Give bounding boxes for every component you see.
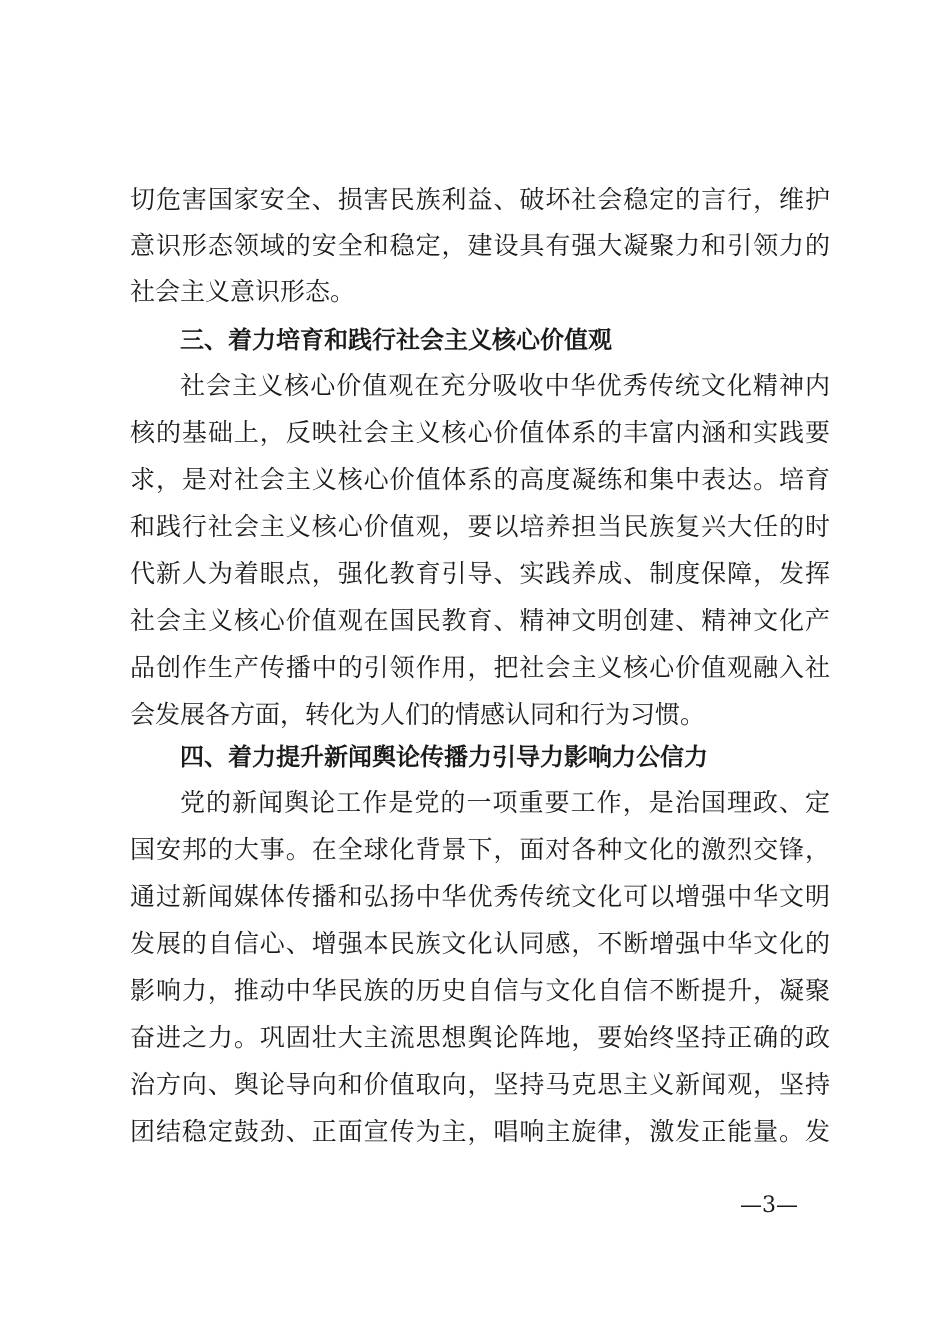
- paragraph-line: 影响力，推动中华民族的历史自信与文化自信不断提升，凝聚: [130, 976, 830, 1005]
- paragraph-line: 意识形态领域的安全和稳定，建设具有强大凝聚力和引领力的: [130, 231, 830, 260]
- paragraph-line: 和践行社会主义核心价值观，要以培养担当民族复兴大任的时: [130, 512, 830, 541]
- paragraph-line: 代新人为着眼点，强化教育引导、实践养成、制度保障，发挥: [130, 559, 830, 588]
- section-heading: 四、着力提升新闻舆论传播力引导力影响力公信力: [180, 743, 708, 771]
- paragraph-line: 会发展各方面，转化为人们的情感认同和行为习惯。: [130, 700, 706, 729]
- paragraph-line: 品创作生产传播中的引领作用，把社会主义核心价值观融入社: [130, 653, 830, 682]
- paragraph-line: 奋进之力。巩固壮大主流思想舆论阵地，要始终坚持正确的政: [130, 1023, 830, 1052]
- paragraph-line: 发展的自信心、增强本民族文化认同感，不断增强中华文化的: [130, 929, 830, 958]
- paragraph-line: 核的基础上，反映社会主义核心价值体系的丰富内涵和实践要: [130, 418, 830, 447]
- paragraph-line: 切危害国家安全、损害民族利益、破坏社会稳定的言行，维护: [130, 185, 830, 214]
- paragraph-line: 通过新闻媒体传播和弘扬中华优秀传统文化可以增强中华文明: [130, 882, 830, 911]
- paragraph-line: 治方向、舆论导向和价值取向，坚持马克思主义新闻观，坚持: [130, 1070, 830, 1099]
- paragraph-line: 国安邦的大事。在全球化背景下，面对各种文化的激烈交锋，: [130, 835, 830, 864]
- section-heading: 三、着力培育和践行社会主义核心价值观: [180, 326, 612, 354]
- paragraph-line: 团结稳定鼓劲、正面宣传为主，唱响主旋律，激发正能量。发: [130, 1117, 830, 1146]
- paragraph-line: 求，是对社会主义核心价值体系的高度凝练和集中表达。培育: [130, 465, 830, 494]
- paragraph-line: 党的新闻舆论工作是党的一项重要工作，是治国理政、定: [180, 788, 830, 817]
- paragraph-line: 社会主义核心价值观在充分吸收中华优秀传统文化精神内: [180, 371, 830, 400]
- paragraph-line: 社会主义意识形态。: [130, 277, 356, 306]
- paragraph-line: 社会主义核心价值观在国民教育、精神文明创建、精神文化产: [130, 606, 830, 635]
- page-number: —3—: [740, 1193, 798, 1218]
